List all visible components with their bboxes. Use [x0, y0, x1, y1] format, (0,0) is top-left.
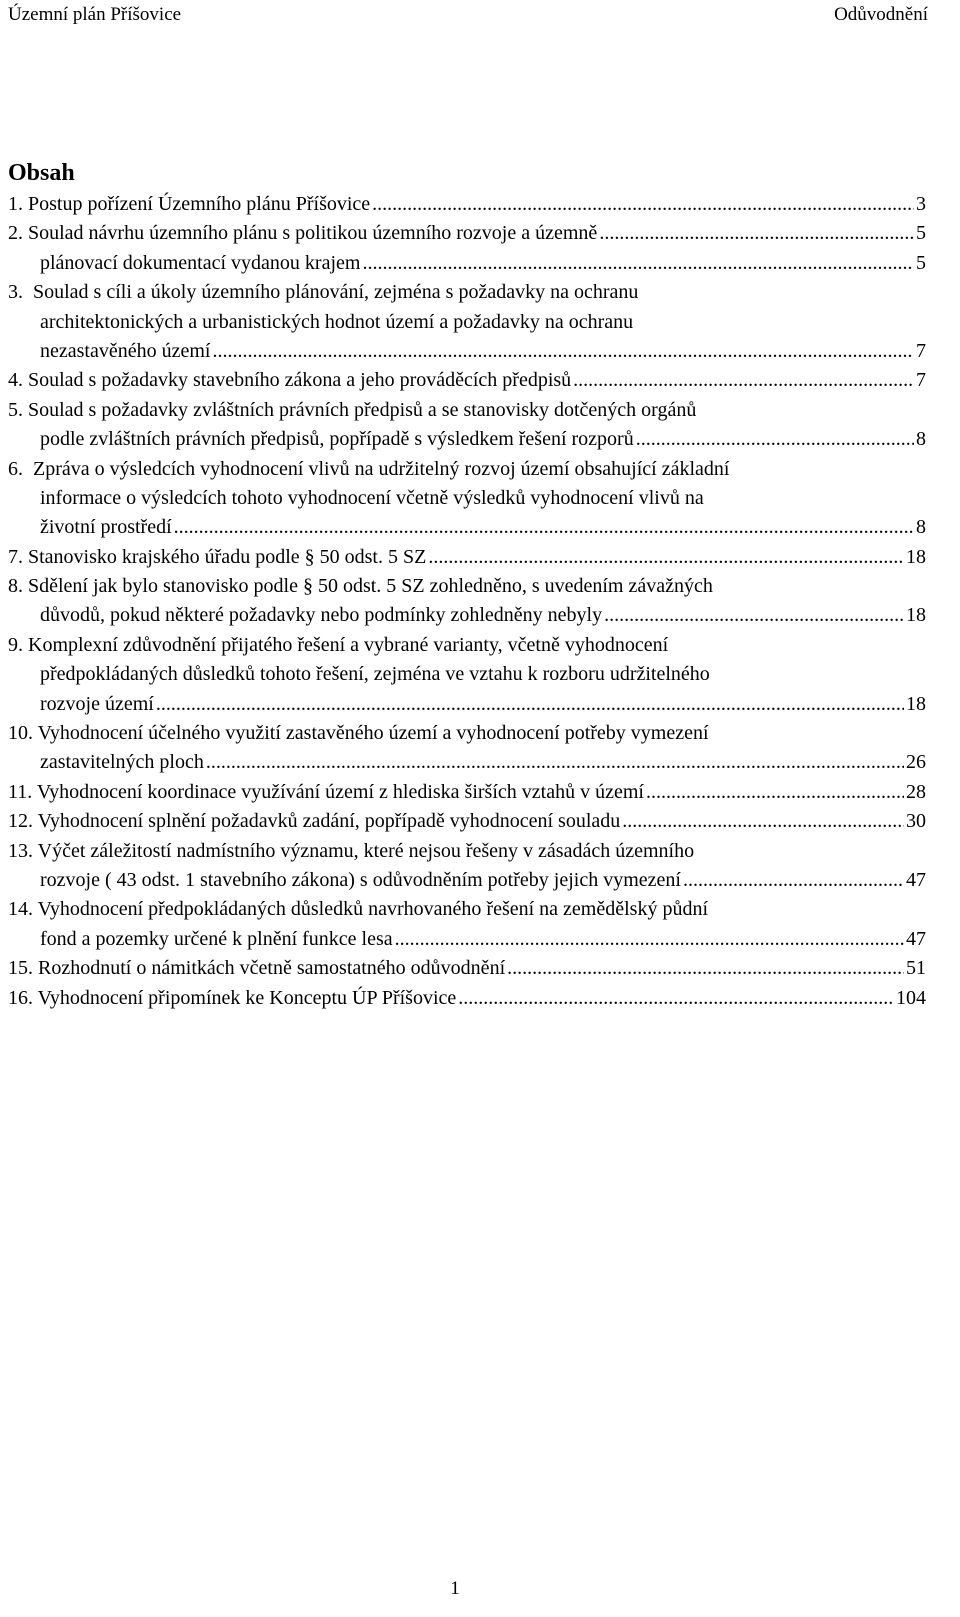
header-section-title: Odůvodnění — [834, 4, 928, 25]
toc-page-number: 104 — [896, 986, 926, 1009]
toc-entry-text: plánovací dokumentací vydanou krajem — [40, 251, 361, 274]
dot-leader — [458, 984, 894, 1013]
toc-entry-text: 9. Komplexní zdůvodnění přijatého řešení a vybrané varianty, včetně vyhodnocení — [8, 633, 669, 656]
page-header — [8, 4, 928, 30]
toc-entry[interactable] — [8, 719, 926, 778]
header-document-title: Územní plán Příšovice — [8, 4, 182, 25]
toc-entry-line — [8, 190, 926, 219]
toc-entry[interactable] — [8, 278, 926, 366]
toc-page-number: 5 — [916, 251, 926, 274]
toc-entry[interactable] — [8, 895, 926, 954]
dot-leader — [507, 954, 904, 983]
toc-entry[interactable] — [8, 837, 926, 896]
toc-entry-text: 1. Postup pořízení Územního plánu Příšovice — [8, 193, 371, 215]
toc-page-number: 47 — [906, 868, 926, 891]
toc-entry-text: 4. Soulad s požadavky stavebního zákona a jeho prováděcích předpisů — [8, 369, 572, 392]
toc-entry-text: 13. Výčet záležitostí nadmístního významu, které nejsou řešeny v zásadách územního — [8, 839, 695, 862]
dot-leader — [212, 337, 914, 366]
toc-page-number: 18 — [906, 604, 926, 627]
toc-entry-text: zastavitelných ploch — [40, 751, 204, 774]
toc-entry-line — [8, 719, 926, 748]
toc-entry-text: rozvoje území — [40, 692, 154, 715]
toc-page-number: 7 — [916, 369, 926, 392]
toc-entry-line — [8, 690, 926, 719]
toc-entry-text: 15. Rozhodnutí o námitkách včetně samostatného odůvodnění — [8, 957, 506, 980]
toc-page-number: 18 — [906, 545, 926, 568]
dot-leader — [604, 601, 904, 630]
toc-entry-line — [8, 807, 926, 836]
dot-leader — [156, 690, 904, 719]
toc-entry-line — [8, 278, 926, 307]
toc-entry[interactable] — [8, 954, 926, 983]
toc-entry-line — [8, 572, 926, 601]
toc-entry-line — [8, 337, 926, 366]
dot-leader — [683, 866, 904, 895]
toc-entry-line — [8, 308, 926, 337]
toc-entry-line — [8, 748, 926, 777]
toc-entry[interactable] — [8, 455, 926, 543]
dot-leader — [636, 425, 914, 454]
toc-entry-text: 16. Vyhodnocení připomínek ke Konceptu ÚP Příšovice — [8, 986, 457, 1009]
toc-entry-line — [8, 513, 926, 542]
toc-entry-text: 5. Soulad s požadavky zvláštních právních předpisů a se stanovisky dotčených orgánů — [8, 398, 697, 421]
toc-page-number: 3 — [916, 193, 926, 215]
toc-entries — [8, 190, 926, 1013]
toc-entry-text: architektonických a urbanistických hodnot území a požadavky na ochranu — [40, 310, 634, 333]
toc-entry-line — [8, 660, 926, 689]
dot-leader — [599, 219, 914, 248]
table-of-contents — [8, 158, 926, 1013]
toc-entry-line — [8, 866, 926, 895]
toc-entry-text: 7. Stanovisko krajského úřadu podle § 50 odst. 5 SZ — [8, 545, 427, 568]
dot-leader — [362, 249, 914, 278]
dot-leader — [646, 778, 904, 807]
toc-page-number: 8 — [916, 428, 926, 451]
toc-page-number: 8 — [916, 516, 926, 539]
toc-entry-line — [8, 455, 926, 484]
toc-entry-line — [8, 366, 926, 395]
toc-entry-text: životní prostředí — [40, 516, 172, 539]
toc-entry-text: 3. Soulad s cíli a úkoly územního plánování, zejména s požadavky na ochranu — [8, 281, 639, 304]
toc-entry-line — [8, 249, 926, 278]
dot-leader — [395, 925, 904, 954]
dot-leader — [174, 513, 914, 542]
toc-entry-line — [8, 954, 926, 983]
toc-page-number: 18 — [906, 692, 926, 715]
toc-page-number: 47 — [906, 927, 926, 950]
toc-entry-text: rozvoje ( 43 odst. 1 stavebního zákona) s odůvodněním potřeby jejich vymezení — [40, 868, 681, 891]
toc-entry-text: 6. Zpráva o výsledcích vyhodnocení vlivů na udržitelný rozvoj území obsahující základní — [8, 457, 730, 480]
toc-entry-line — [8, 601, 926, 630]
toc-entry[interactable] — [8, 572, 926, 631]
page-number: 1 — [450, 1578, 460, 1599]
toc-entry[interactable] — [8, 190, 926, 219]
toc-entry[interactable] — [8, 631, 926, 719]
toc-page-number: 51 — [906, 957, 926, 980]
dot-leader — [573, 366, 914, 395]
toc-entry-line — [8, 543, 926, 572]
toc-entry[interactable] — [8, 543, 926, 572]
toc-entry-text: 8. Sdělení jak bylo stanovisko podle § 50 odst. 5 SZ zohledněno, s uvedením závažných — [8, 575, 713, 598]
toc-entry-line — [8, 396, 926, 425]
toc-entry-text: 2. Soulad návrhu územního plánu s politikou územního rozvoje a územně — [8, 222, 598, 245]
toc-entry[interactable] — [8, 219, 926, 278]
toc-entry-text: podle zvláštních právních předpisů, popřípadě s výsledkem řešení rozporů — [40, 428, 634, 451]
toc-entry-text: 10. Vyhodnocení účelného využití zastavěného území a vyhodnocení potřeby vymezení — [8, 722, 709, 745]
toc-entry[interactable] — [8, 366, 926, 395]
dot-leader — [372, 190, 914, 219]
toc-entry-text: důvodů, pokud některé požadavky nebo podmínky zohledněny nebyly — [40, 604, 603, 627]
toc-entry-line — [8, 219, 926, 248]
toc-entry-line — [8, 837, 926, 866]
toc-page-number: 28 — [906, 780, 926, 803]
toc-page-number: 26 — [906, 751, 926, 774]
toc-entry[interactable] — [8, 984, 926, 1013]
dot-leader — [428, 543, 904, 572]
dot-leader — [206, 748, 904, 777]
toc-entry[interactable] — [8, 778, 926, 807]
dot-leader — [622, 807, 904, 836]
toc-page-number: 30 — [906, 810, 926, 833]
toc-entry-line — [8, 631, 926, 660]
toc-entry-line — [8, 984, 926, 1013]
toc-heading: Obsah — [8, 160, 75, 186]
toc-entry-text: 11. Vyhodnocení koordinace využívání území z hlediska širších vztahů v území — [8, 780, 644, 803]
toc-entry-text: fond a pozemky určené k plnění funkce lesa — [40, 927, 393, 950]
toc-entry-line — [8, 925, 926, 954]
toc-entry-line — [8, 895, 926, 924]
toc-entry-text: nezastavěného území — [40, 339, 211, 362]
toc-entry-line — [8, 778, 926, 807]
toc-entry-text: 12. Vyhodnocení splnění požadavků zadání, popřípadě vyhodnocení souladu — [8, 810, 621, 833]
toc-page-number: 5 — [916, 222, 926, 245]
toc-entry-text: předpokládaných důsledků tohoto řešení, zejména ve vztahu k rozboru udržitelného — [40, 663, 710, 686]
toc-page-number: 7 — [916, 339, 926, 362]
toc-entry-text: 14. Vyhodnocení předpokládaných důsledků navrhovaného řešení na zemědělský půdní — [8, 898, 708, 921]
toc-entry-line — [8, 425, 926, 454]
toc-entry[interactable] — [8, 807, 926, 836]
toc-entry-text: informace o výsledcích tohoto vyhodnocení včetně výsledků vyhodnocení vlivů na — [40, 486, 704, 509]
toc-entry-line — [8, 484, 926, 513]
toc-entry[interactable] — [8, 396, 926, 455]
